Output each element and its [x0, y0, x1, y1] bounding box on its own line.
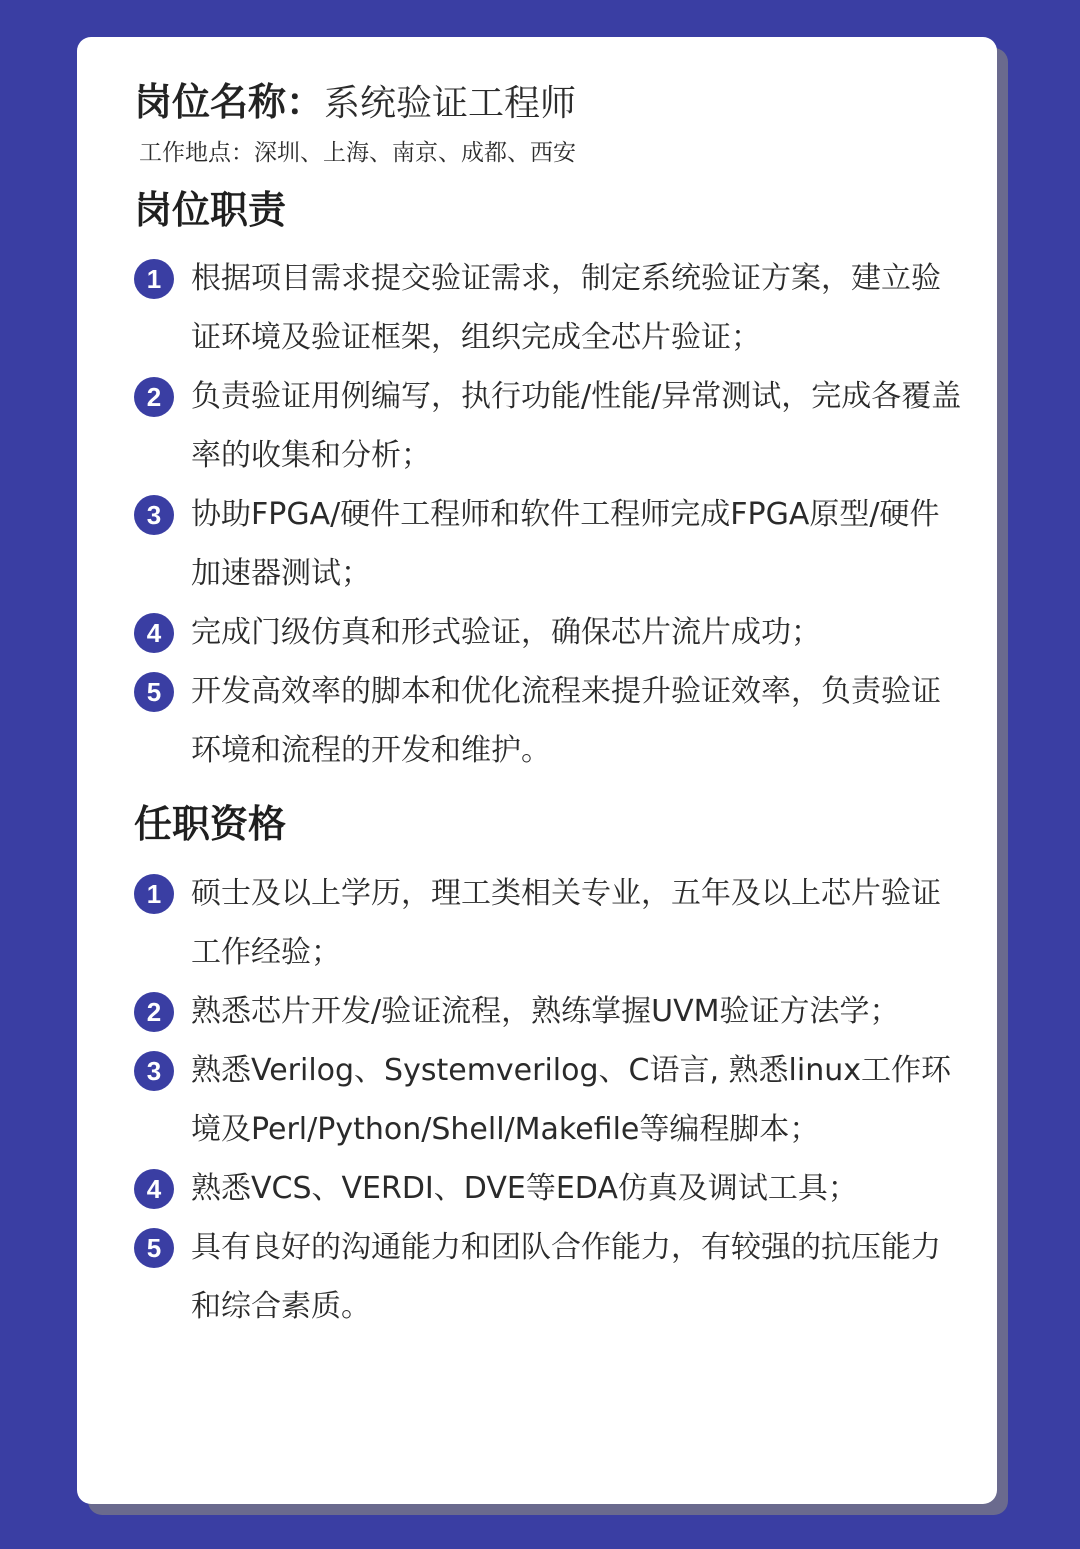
list-item: [134, 603, 964, 662]
job-title-value: 系统验证工程师: [324, 83, 577, 124]
list-item-text: 开发高效率的脚本和优化流程来提升验证效率，负责验证环境和流程的开发和维护。: [191, 674, 941, 768]
list-item-text: 熟悉VCS、VERDI、DVE等EDA仿真及调试工具；: [191, 1171, 858, 1206]
number-badge-2: 2: [134, 377, 174, 417]
list-item-text: 熟悉Verilog、Systemverilog、C语言, 熟悉linux工作环境及Perl/Python/Shell/Makefile等编程脚本；: [191, 1053, 952, 1147]
number-badge-3: 3: [134, 495, 174, 535]
list-item: [134, 1218, 964, 1336]
job-location: 工作地点：深圳、上海、南京、成都、西安: [139, 140, 576, 166]
number-badge-1: 1: [134, 874, 174, 914]
job-title-row: [134, 77, 576, 135]
list-item: [134, 662, 964, 780]
list-item-text: 硕士及以上学历，理工类相关专业，五年及以上芯片验证工作经验；: [191, 876, 941, 970]
number-badge-5: 5: [134, 1228, 174, 1268]
job-card: [77, 37, 997, 1504]
number-badge-3: 3: [134, 1051, 174, 1091]
list-item-text: 熟悉芯片开发/验证流程，熟练掌握UVM验证方法学；: [191, 994, 900, 1029]
number-badge-4: 4: [134, 613, 174, 653]
list-item-text: 根据项目需求提交验证需求，制定系统验证方案，建立验证环境及验证框架，组织完成全芯片验证；: [191, 261, 941, 355]
list-item: [134, 367, 964, 485]
qualifications-heading: 任职资格: [134, 802, 287, 846]
number-badge-5: 5: [134, 672, 174, 712]
list-item-text: 协助FPGA/硬件工程师和软件工程师完成FPGA原型/硬件加速器测试；: [191, 497, 940, 591]
responsibilities-list: [134, 249, 964, 780]
job-title-label: 岗位名称：: [134, 80, 325, 124]
list-item: [134, 864, 964, 982]
list-item-text: 负责验证用例编写，执行功能/性能/异常测试，完成各覆盖率的收集和分析；: [191, 379, 962, 473]
responsibilities-heading: 岗位职责: [134, 188, 287, 232]
qualifications-list: [134, 864, 964, 1336]
list-item: [134, 249, 964, 367]
list-item: [134, 1041, 964, 1159]
list-item: [134, 485, 964, 603]
number-badge-4: 4: [134, 1169, 174, 1209]
number-badge-2: 2: [134, 992, 174, 1032]
list-item: [134, 1159, 964, 1218]
list-item-text: 完成门级仿真和形式验证，确保芯片流片成功；: [191, 615, 821, 650]
list-item-text: 具有良好的沟通能力和团队合作能力，有较强的抗压能力和综合素质。: [191, 1230, 941, 1324]
list-item: [134, 982, 964, 1041]
number-badge-1: 1: [134, 259, 174, 299]
